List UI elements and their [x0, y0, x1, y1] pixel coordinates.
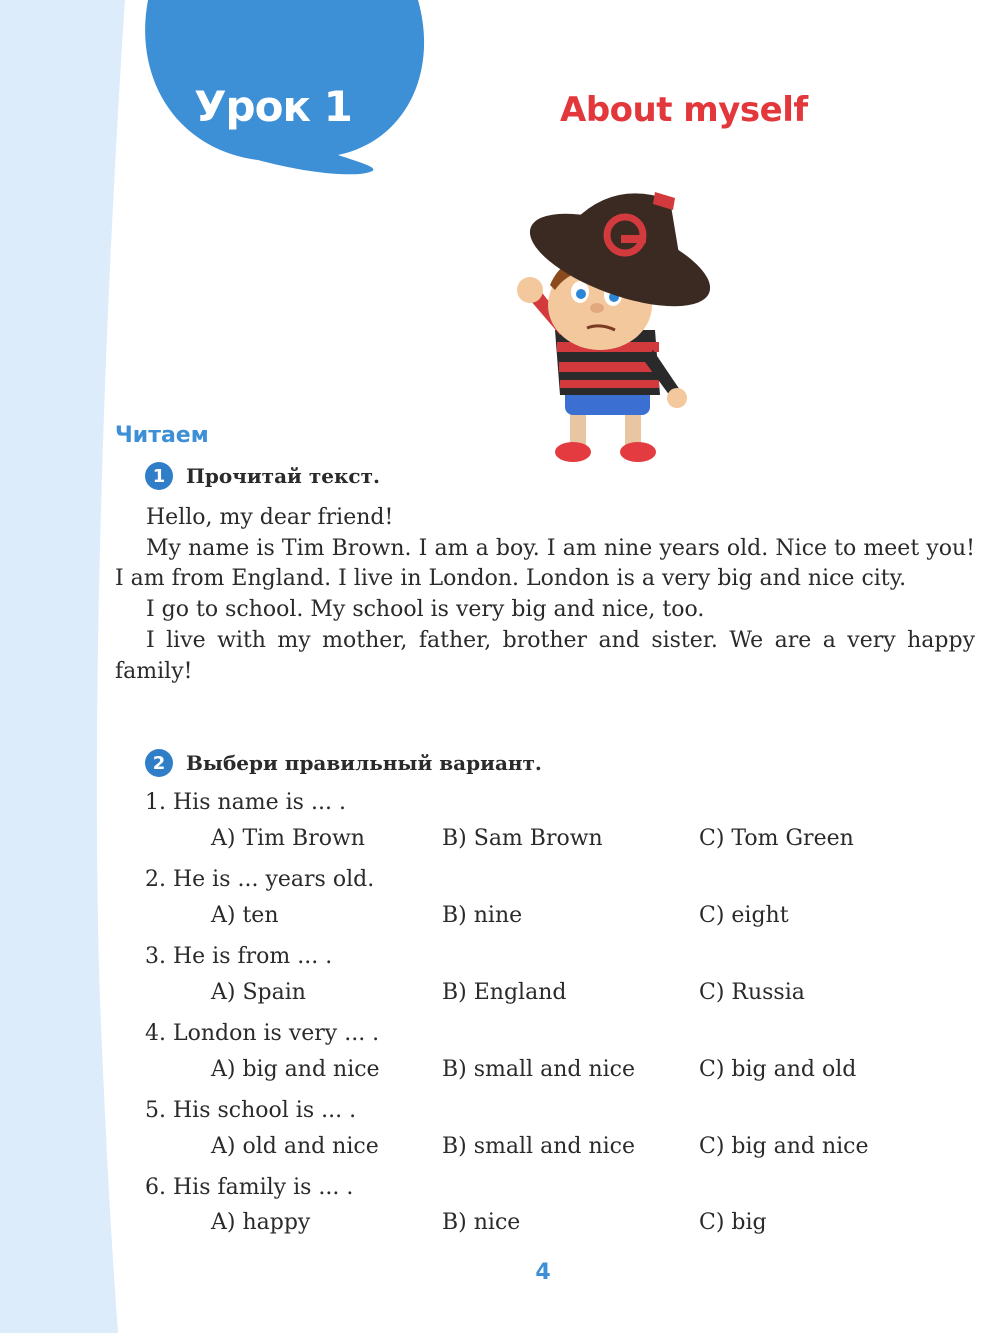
question-5-option-b: B) small and nice: [442, 1134, 635, 1159]
reading-paragraph: Hello, my dear friend!: [146, 505, 394, 530]
reading-paragraph: I live with my mother, father, brother and sister. We are a very happy family!: [115, 627, 975, 684]
question-2-option-c: C) eight: [699, 903, 789, 928]
question-4-option-b: B) small and nice: [442, 1057, 635, 1082]
reading-text: [115, 503, 975, 687]
section-title-reading: Читаем: [115, 423, 209, 448]
question-4-option-c: C) big and old: [699, 1057, 857, 1082]
boy-in-hat-illustration: [505, 180, 735, 475]
question-4: 4. London is very ... .: [145, 1021, 380, 1046]
task-2-number-badge: 2: [145, 749, 173, 777]
question-2: 2. He is ... years old.: [145, 867, 375, 892]
page-number: 4: [535, 1260, 551, 1285]
question-1-option-b: B) Sam Brown: [442, 826, 603, 851]
task-1-header: [145, 462, 380, 490]
question-3-option-b: B) England: [442, 980, 567, 1005]
question-1-option-a: A) Tim Brown: [211, 826, 365, 851]
question-6-option-a: A) happy: [211, 1210, 311, 1235]
question-6-option-b: B) nice: [442, 1210, 521, 1235]
question-3: 3. He is from ... .: [145, 944, 333, 969]
task-2-instruction: Выбери правильный вариант.: [186, 751, 542, 775]
question-1: 1. His name is ... .: [145, 790, 346, 815]
lesson-topic-title: About myself: [560, 90, 808, 130]
task-2-header: [145, 749, 542, 777]
question-6-option-c: C) big: [699, 1210, 767, 1235]
question-3-option-a: A) Spain: [211, 980, 306, 1005]
question-6: 6. His family is ... .: [145, 1175, 354, 1200]
question-5-option-a: A) old and nice: [211, 1134, 379, 1159]
question-5-option-c: C) big and nice: [699, 1134, 869, 1159]
task-1-number-badge: 1: [145, 462, 173, 490]
question-5: 5. His school is ... .: [145, 1098, 357, 1123]
task-1-instruction: Прочитай текст.: [186, 464, 380, 488]
reading-paragraph: My name is Tim Brown. I am a boy. I am nine years old. Nice to meet you! I am from England. I live in London. London is a very big and nice city.: [115, 535, 975, 592]
reading-paragraph: I go to school. My school is very big and nice, too.: [146, 597, 705, 623]
question-3-option-c: C) Russia: [699, 980, 805, 1005]
question-2-option-b: B) nine: [442, 903, 523, 928]
question-1-option-c: C) Tom Green: [699, 826, 854, 851]
question-4-option-a: A) big and nice: [211, 1057, 380, 1082]
lesson-number-title: Урок 1: [194, 82, 352, 131]
question-2-option-a: A) ten: [211, 903, 279, 928]
